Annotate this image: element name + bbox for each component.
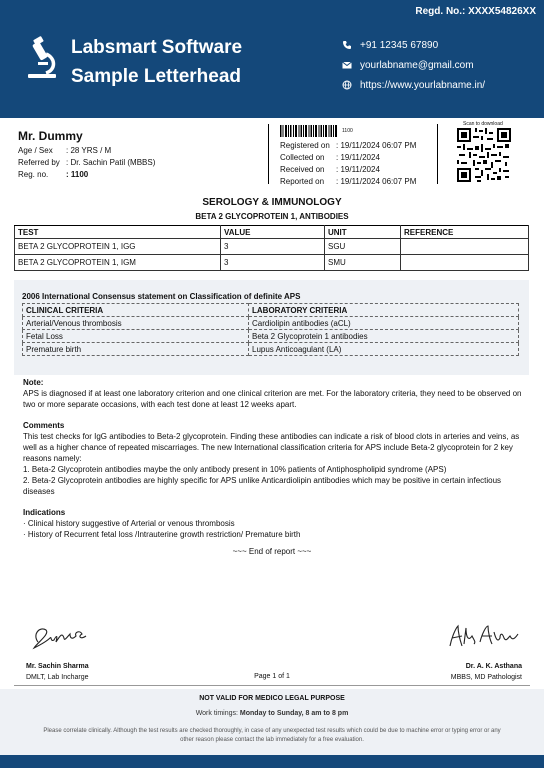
barcode-image [280,125,338,137]
col-reference: REFERENCE [401,226,529,239]
note-heading: Note: [23,378,44,387]
footer [0,689,544,755]
patient-reg-no: Reg. no. : 1100 [18,170,89,179]
col-value: VALUE [221,226,325,239]
department-title: SEROLOGY & IMMUNOLOGY [202,197,342,208]
results-table [14,225,529,271]
brand-line-1: Labsmart Software [71,37,243,58]
col-unit: UNIT [325,226,401,239]
end-of-report: ~~~ End of report ~~~ [232,547,312,556]
email-row [342,55,485,75]
signature-right [444,620,524,656]
table-row: Premature birth Lupus Anticoagulant (LA) [23,343,519,356]
comments-point: 2. Beta-2 Glycoprotein antibodies are highly specific for APS unlike Anticardiolipin antibodies which may be positive in certain infectious diseases [23,476,502,496]
qr-code-image[interactable] [457,128,511,182]
left-signatory-title: DMLT, Lab Incharge [26,674,89,681]
regd-value: XXXX54826XX [468,6,536,17]
test-unit: SGU [325,239,401,255]
phone-icon [342,40,352,50]
work-timings [0,710,544,717]
phone-text: +91 12345 67890 [360,39,439,51]
comments-heading: Comments [23,421,65,430]
reported-on: Reported on : 19/11/2024 06:07 PM [280,177,417,186]
email-link[interactable]: yourlabname@gmail.com [360,59,474,71]
divider [437,124,438,184]
report-dates [280,140,416,188]
registration-number [415,6,536,17]
disclaimer: Please correlate clinically. Although the test results are checked thoroughly, in case of any unexpected test results which could be due to machine error or typing error or any other reason please contact the lab immediately for a free evaluation. [43,728,501,743]
results-header-row [15,226,529,239]
test-panel-title: BETA 2 GLYCOPROTEIN 1, ANTIBODIES [195,212,349,221]
test-reference [401,255,529,271]
comments-point: 1. Beta-2 Glycoprotein antibodies maybe the only antibody present in 10% patients of Antiphospholipid syndrome (APS) [23,465,447,474]
table-row: Fetal Loss Beta 2 Glycoprotein 1 antibodies [23,330,519,343]
test-value: 3 [221,255,325,271]
work-timings-value: Monday to Sunday, 8 am to 8 pm [239,710,349,717]
test-value: 3 [221,239,325,255]
test-name: BETA 2 GLYCOPROTEIN 1, IGM [15,255,221,271]
test-name: BETA 2 GLYCOPROTEIN 1, IGG [15,239,221,255]
divider [268,124,269,184]
patient-info [18,129,268,181]
criteria-title: 2006 International Consensus statement on Classification of definite APS [22,292,301,301]
test-reference [401,239,529,255]
phone-row [342,35,485,55]
collected-on: Collected on : 19/11/2024 [280,153,380,162]
microscope-icon [24,36,60,80]
received-on: Received on : 19/11/2024 [280,165,380,174]
criteria-box [14,280,529,375]
report-notes [23,377,523,540]
indication-item: · Clinical history suggestive of Arterial or venous thrombosis [23,519,235,528]
left-signatory-name: Mr. Sachin Sharma [26,663,89,670]
qr-caption: Scan to download [463,121,503,127]
page-number: Page 1 of 1 [254,673,290,680]
col-test: TEST [15,226,221,239]
right-signatory-name: Dr. A. K. Asthana [465,663,522,670]
patient-age-sex: Age / Sex : 28 YRS / M [18,146,112,155]
registered-on: Registered on : 19/11/2024 06:07 PM [280,141,417,150]
patient-referred-by: Referred by : Dr. Sachin Patil (MBBS) [18,158,156,167]
indication-item: · History of Recurrent fetal loss /Intrauterine growth restriction/ Premature birth [23,530,301,539]
table-row: Arterial/Venous thrombosis Cardiolipin antibodies (aCL) [23,317,519,330]
col-laboratory-criteria: LABORATORY CRITERIA [249,304,519,317]
letterhead-header [0,0,544,118]
criteria-table [22,303,519,356]
globe-icon [342,80,352,90]
bottom-bar [0,755,544,768]
indications-heading: Indications [23,508,66,517]
lab-brand-name [71,33,242,91]
footer-divider [14,685,530,686]
legal-notice: NOT VALID FOR MEDICO LEGAL PURPOSE [199,695,345,702]
work-timings-label: Work timings: [195,710,238,717]
criteria-header-row [23,304,519,317]
note-text: APS is diagnosed if at least one laboratory criterion and one clinical criterion are met. For the laboratory criteria, they need to be observed on two or more separate occasions, with each test done at least 12 weeks apart. [23,389,522,409]
envelope-icon [342,60,352,70]
contact-block [342,35,485,95]
website-row [342,75,485,95]
right-signatory-title: MBBS, MD Pathologist [450,674,522,681]
test-unit: SMU [325,255,401,271]
comments-text: This test checks for IgG antibodies to Beta-2 glycoprotein. Finding these antibodies can indicate a risk of blood clots in arteries and veins, as well as a higher chance of repeated miscarriages. The new International classification criteria for APS include Beta-2 glycoprotein for 2 key reasons namely: [23,432,520,463]
col-clinical-criteria: CLINICAL CRITERIA [23,304,249,317]
website-link[interactable]: https://www.yourlabname.in/ [360,79,486,91]
brand-line-2: Sample Letterhead [71,66,241,87]
barcode-number: 1100 [342,128,353,134]
patient-name: Mr. Dummy [18,129,83,143]
table-row [15,239,529,255]
signature-left [28,620,90,656]
regd-label: Regd. No.: [415,6,466,17]
table-row [15,255,529,271]
